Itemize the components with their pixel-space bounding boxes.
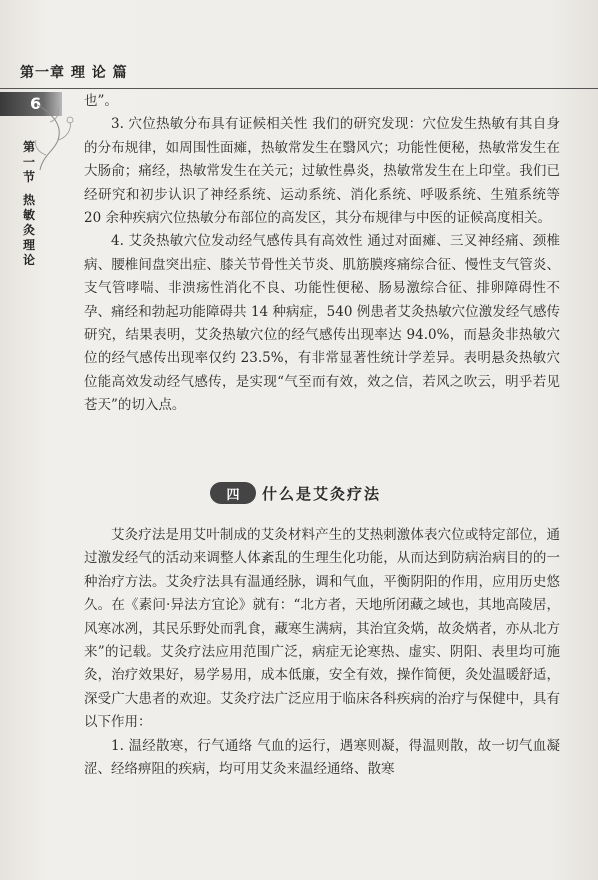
section-heading bbox=[210, 480, 381, 506]
side-nav-section: 第一节 bbox=[22, 140, 35, 184]
chapter-header: 第一章 理 论 篇 bbox=[20, 65, 128, 81]
section-badge bbox=[210, 482, 256, 504]
body-text-top bbox=[84, 90, 560, 418]
paragraph-1: 3. 穴位热敏分布具有证候相关性 我们的研究发现：穴位发生热敏有其自身的分布规律，如周围性面瘫，热敏常发生在翳风穴；功能性便秘，热敏常发生在大肠俞；痛经，热敏常发生在关元；过敏性鼻炎，热敏常发生在上印堂。我们已经研究和初步认识了神经系统、运动系统、消化系统、呼吸系统、生殖系统等 20 余种疾病穴位热敏分布部位的高发区，其分布规律与中医的证候高度相关。 bbox=[84, 116, 560, 227]
paragraph-3: 艾灸疗法是用艾叶制成的艾灸材料产生的艾热刺激体表穴位或特定部位，通过激发经气的活动来调整人体紊乱的生理生化功能，从而达到防病治病目的的一种治疗方法。艾灸疗法具有温通经脉，调和气血，平衡阴阳的作用，应用历史悠久。在《素问·异法方宜论》就有：“北方者，天地所闭藏之域也，其地高陵居，风寒冰冽，其民乐野处而乳食，藏寒生满病，其治宜灸焫，故灸焫者，亦从北方来”的记载。艾灸疗法应用范围广泛，病症无论寒热、虚实、阴阳、表里均可施灸，治疗效果好，易学易用，成本低廉，安全有效，操作简便，灸处温暖舒适，深受广大患者的欢迎。艾灸疗法广泛应用于临床各科疾病的治疗与保健中，具有以下作用： bbox=[84, 527, 560, 731]
side-nav-title: 热敏灸理论 bbox=[22, 193, 35, 267]
body-text-bottom bbox=[84, 524, 560, 781]
section-badge-label: 四 bbox=[226, 487, 240, 503]
header-rule bbox=[0, 88, 598, 89]
paragraph-4: 1. 温经散寒，行气通络 气血的运行，遇寒则凝，得温则散，故一切气血凝涩、经络痹阻的疾病，均可用艾灸来温经通络、散寒 bbox=[84, 737, 560, 778]
paragraph-2: 4. 艾灸热敏穴位发动经气感传具有高效性 通过对面瘫、三叉神经痛、颈椎病、腰椎间盘突出症、膝关节骨性关节炎、肌筋膜疼痛综合征、慢性支气管炎、支气管哮喘、非溃疡性消化不良、功能性便秘、肠易激综合征、排卵障碍性不孕、痛经和勃起功能障碍共 14 种病症，540 例患者艾灸热敏穴位激发经气感传研究，结果表明，艾灸热敏穴位的经气感传出现率达 94.0%，而悬灸非热敏穴位的经气感传出现率仅约 23.5%，有非常显著性统计学差异。表明悬灸热敏穴位能高效发动经气感传，是实现“气至而有效，效之信，若风之吹云，明乎若见苍天”的切入点。 bbox=[84, 233, 560, 414]
side-nav bbox=[18, 140, 40, 276]
paragraph-0: 也”。 bbox=[84, 93, 118, 109]
page-number: 6 bbox=[30, 94, 42, 113]
section-title: 什么是艾灸疗法 bbox=[262, 484, 382, 503]
